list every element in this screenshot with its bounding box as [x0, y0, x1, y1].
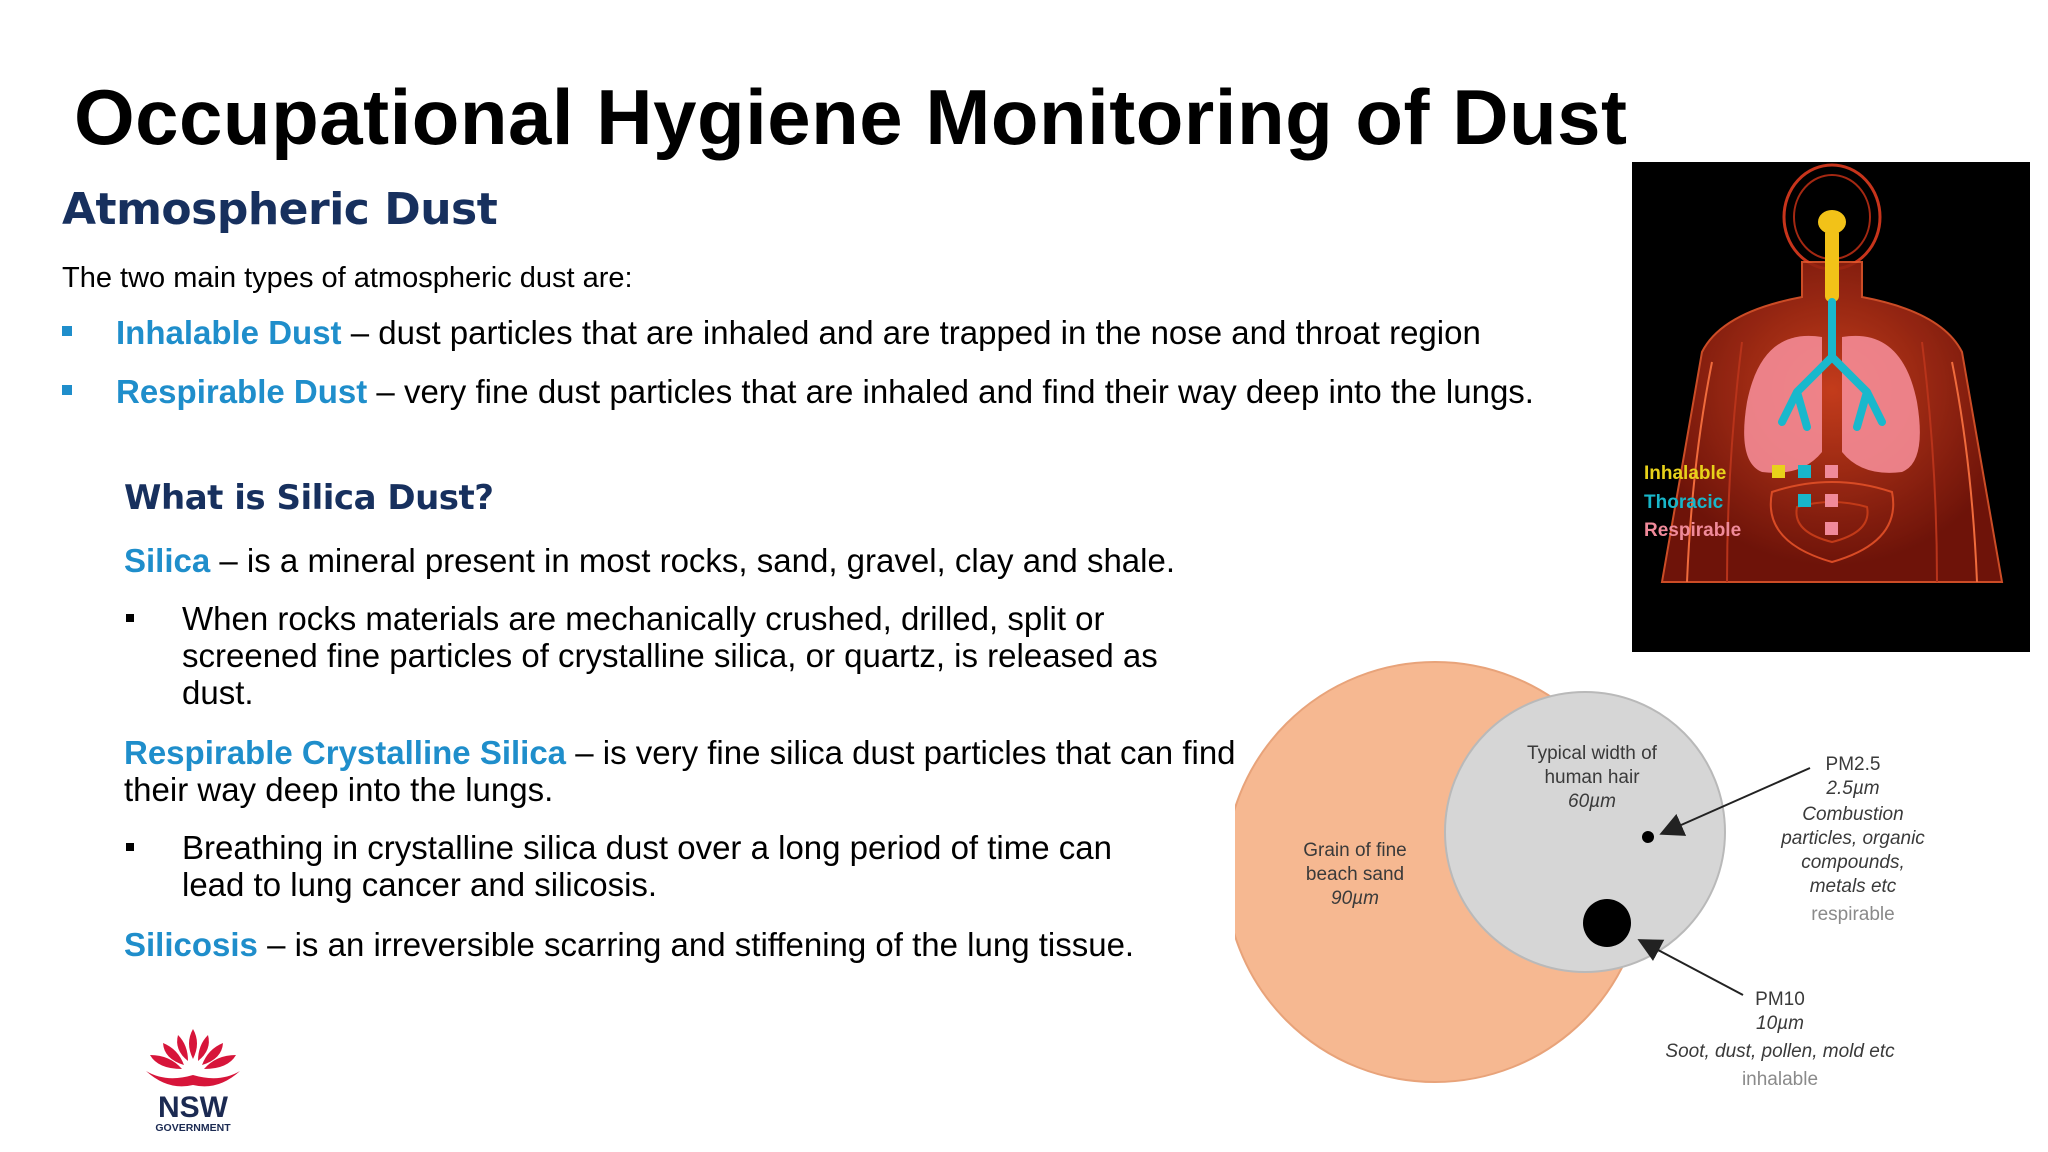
- respiratory-system-image: [1632, 162, 2030, 652]
- pm10-label-4: inhalable: [1741, 1069, 1819, 1090]
- pm10-dot: [1583, 899, 1631, 947]
- bullet-square-icon: [126, 614, 134, 622]
- slide-title: Occupational Hygiene Monitoring of Dust: [74, 73, 1628, 161]
- pm25-label-3: Combustion: [1802, 804, 1904, 825]
- rcs-definition: [124, 734, 1244, 808]
- pm25-label-4: particles, organic: [1781, 828, 1925, 849]
- bullet-square-icon: [62, 326, 72, 336]
- legend-inhalable: Inhalable: [1644, 463, 1727, 484]
- pm10-label-1: PM10: [1755, 989, 1805, 1010]
- inhalable-desc: – dust particles that are inhaled and are trapped in the nose and throat region: [341, 314, 1481, 351]
- silica-bullet-1: [124, 600, 1234, 711]
- silica-term: Silica: [124, 542, 211, 579]
- silicosis-definition: [124, 926, 1264, 963]
- pm25-label-5: compounds,: [1801, 852, 1905, 873]
- respirable-term: Respirable Dust: [116, 373, 368, 410]
- silica-bullet-2: [124, 829, 1234, 903]
- pm25-label-7: respirable: [1811, 904, 1895, 925]
- particle-size-diagram: [1235, 650, 2035, 1150]
- legend-thoracic: Thoracic: [1644, 492, 1724, 513]
- silica-desc: – is a mineral present in most rocks, sand, gravel, clay and shale.: [210, 542, 1176, 579]
- legend-respirable: Respirable: [1644, 520, 1742, 541]
- pm25-label-2: 2.5µm: [1826, 778, 1880, 799]
- hair-label-1: Typical width of: [1527, 743, 1657, 764]
- silica-bullet-1-text: When rocks materials are mechanically crushed, drilled, split or screened fine particles of crystalline silica, or quartz, is released as dust.: [182, 600, 1158, 711]
- silica-definition: [124, 542, 1264, 579]
- bullet-square-icon: [62, 385, 72, 395]
- sand-label-3: 90µm: [1331, 888, 1379, 909]
- nsw-government-logo: [138, 1025, 248, 1135]
- silicosis-desc: – is an irreversible scarring and stiffening of the lung tissue.: [257, 926, 1135, 963]
- respirable-desc: – very fine dust particles that are inhaled and find their way deep into the lungs.: [367, 373, 1534, 410]
- dust-type-inhalable: [62, 314, 1481, 352]
- hair-label-3: 60µm: [1568, 791, 1616, 812]
- silica-heading: What is Silica Dust?: [124, 478, 494, 518]
- pm10-label-2: 10µm: [1756, 1013, 1804, 1034]
- bullet-square-icon: [126, 843, 134, 851]
- pm10-label-3: Soot, dust, pollen, mold etc: [1665, 1041, 1895, 1062]
- hair-label-2: human hair: [1544, 767, 1640, 788]
- sand-label-2: beach sand: [1305, 864, 1405, 885]
- pm25-label-6: metals etc: [1809, 876, 1897, 897]
- rcs-term: Respirable Crystalline Silica: [124, 734, 567, 771]
- inhalable-term: Inhalable Dust: [116, 314, 342, 351]
- pm25-label-1: PM2.5: [1825, 754, 1881, 775]
- section-heading: Atmospheric Dust: [62, 184, 498, 235]
- dust-type-respirable: [62, 373, 1534, 411]
- rcs-desc: – is very fine silica dust particles that can find their way deep into the lungs.: [124, 734, 1236, 808]
- silicosis-term: Silicosis: [124, 926, 258, 963]
- intro-text: The two main types of atmospheric dust are:: [62, 262, 633, 294]
- nsw-logo-subtext: GOVERNMENT: [155, 1122, 231, 1134]
- silica-bullet-2-text: Breathing in crystalline silica dust over a long period of time can lead to lung cancer and silicosis.: [182, 829, 1112, 903]
- sand-label-1: Grain of fine: [1303, 840, 1407, 861]
- pm25-dot: [1642, 831, 1654, 843]
- nsw-logo-text: NSW: [158, 1091, 228, 1124]
